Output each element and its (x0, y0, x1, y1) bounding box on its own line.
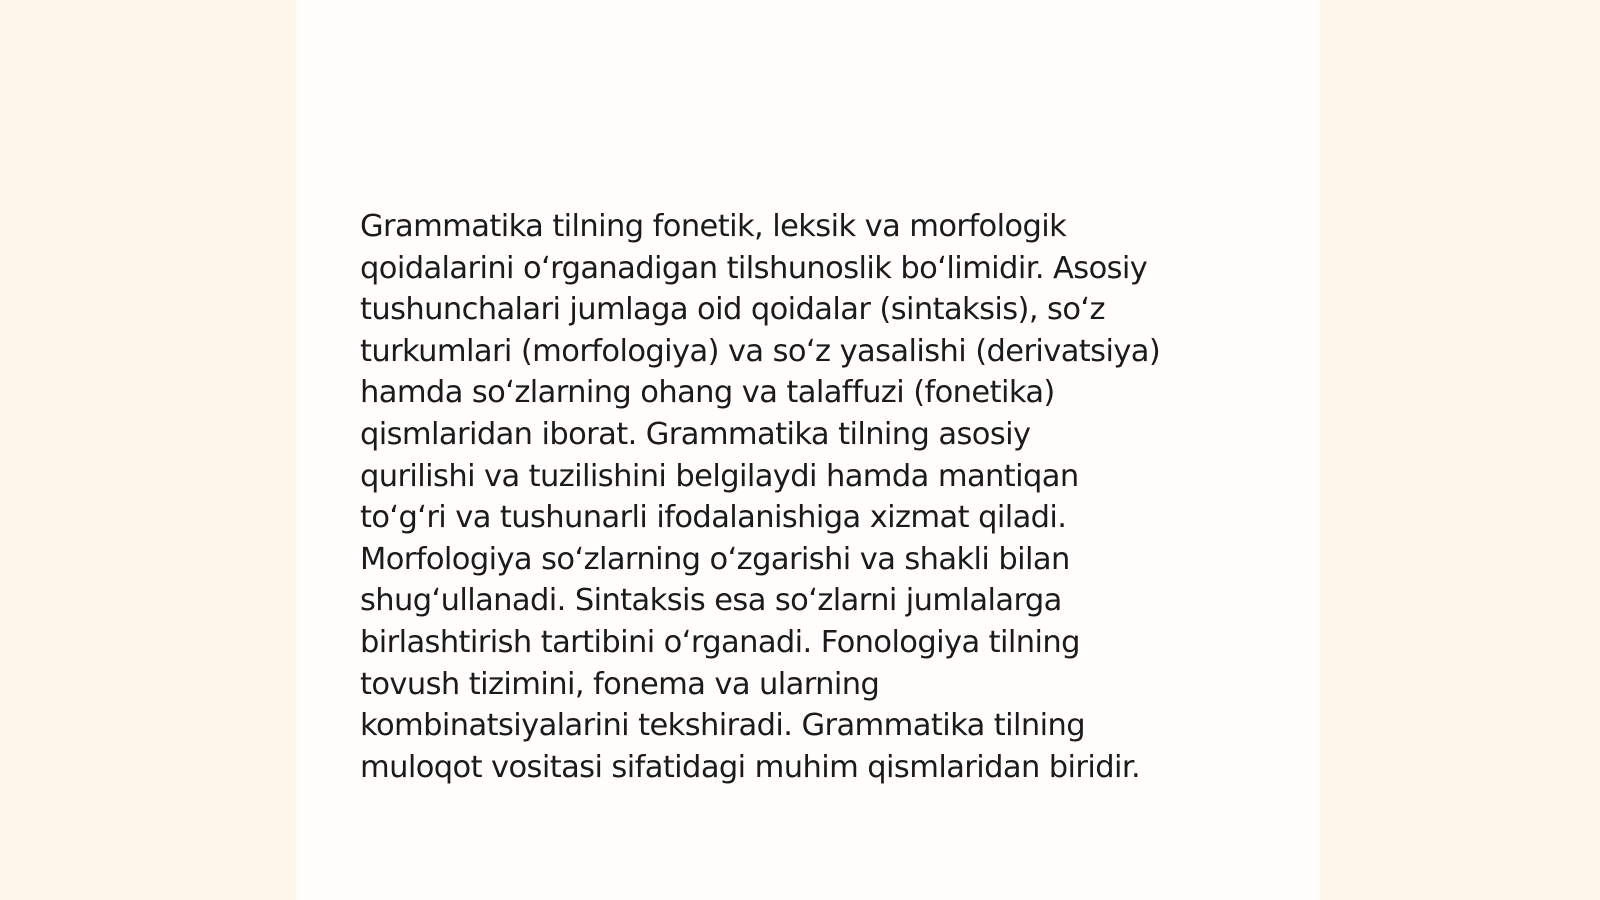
body-line: qismlaridan iborat. Grammatika tilning asosiy (360, 416, 1031, 452)
body-line: qoidalarini oʻrganadigan tilshunoslik boʻlimidir. Asosiy (360, 250, 1148, 286)
slide-body-text (360, 206, 1260, 788)
slide-page (296, 0, 1320, 900)
body-line: hamda soʻzlarning ohang va talaffuzi (fonetika) (360, 375, 1055, 411)
body-line: turkumlari (morfologiya) va soʻz yasalishi (derivatsiya) (360, 333, 1161, 369)
body-line: tovush tizimini, fonema va ularning (360, 666, 880, 702)
body-line: Grammatika tilning fonetik, leksik va morfologik (360, 209, 1067, 244)
body-line: birlashtirish tartibini oʻrganadi. Fonologiya tilning (360, 624, 1080, 660)
body-line: kombinatsiyalarini tekshiradi. Grammatika tilning (360, 708, 1085, 744)
body-line: shugʻullanadi. Sintaksis esa soʻzlarni jumlalarga (360, 583, 1062, 619)
body-line: toʻgʻri va tushunarli ifodalanishiga xizmat qiladi. (360, 500, 1067, 536)
body-line: muloqot vositasi sifatidagi muhim qismlaridan biridir. (360, 749, 1141, 785)
body-line: tushunchalari jumlaga oid qoidalar (sintaksis), soʻz (360, 292, 1105, 328)
body-line: qurilishi va tuzilishini belgilaydi hamda mantiqan (360, 458, 1079, 494)
body-line: Morfologiya soʻzlarning oʻzgarishi va shakli bilan (360, 541, 1070, 577)
